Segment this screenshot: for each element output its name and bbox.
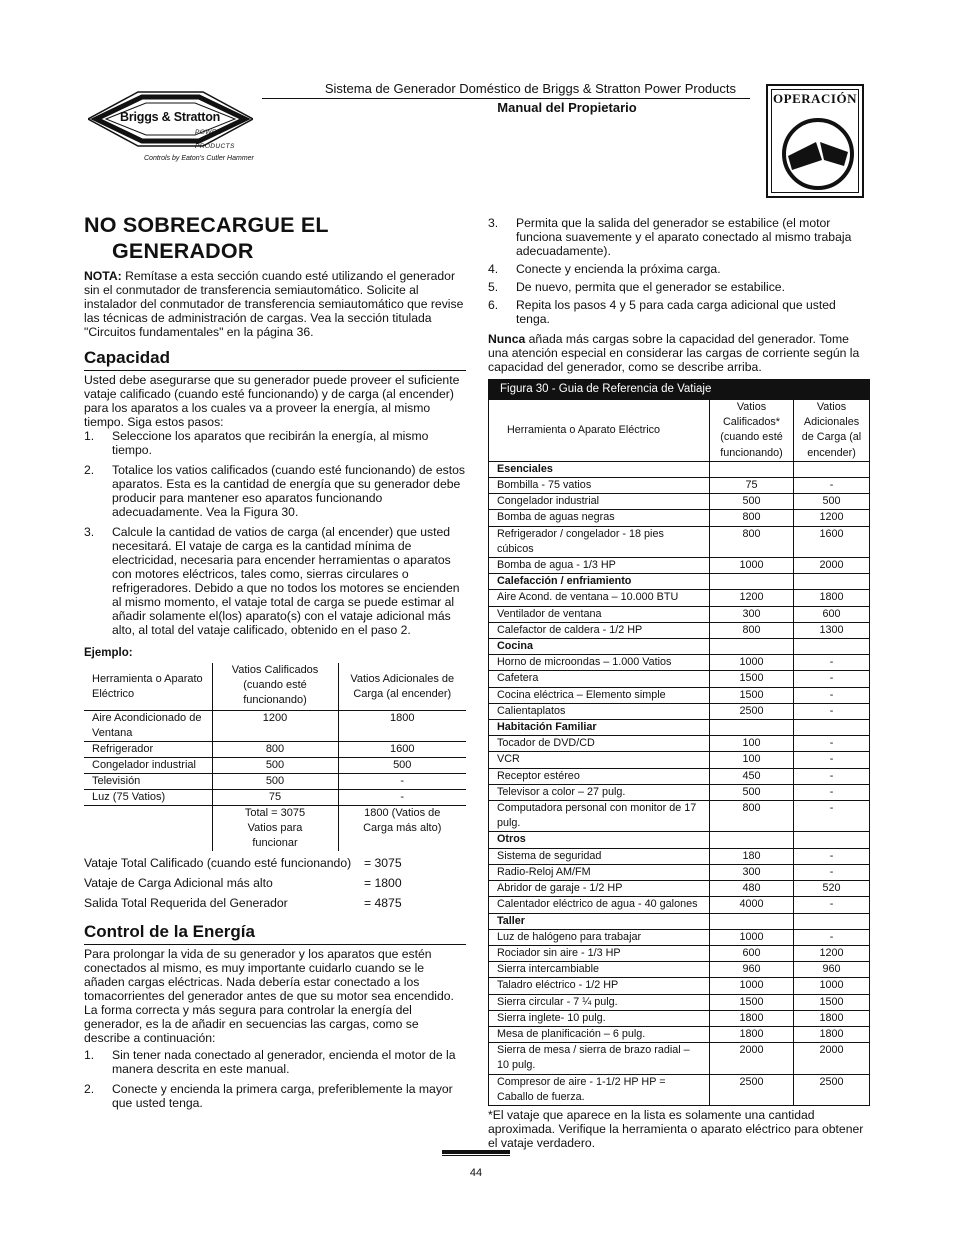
surge-watts: - [794, 897, 870, 913]
total-rated-cell: Total = 3075 Vatios para funcionar [212, 806, 338, 852]
appliance-name: Bomba de agua - 1/3 HP [489, 558, 710, 574]
capacidad-intro: Usted debe asegurarse que su generador puede proveer el suficiente vataje calificado (cuando esté funcionando) y de carga (al encender) para los aparatos a los cuales va a proveer la energía, al mismo tiempo. Siga estos pasos: [84, 373, 460, 429]
table-row: Refrigerador 800 1600 [84, 742, 466, 758]
page-number: 44 [469, 1167, 483, 1179]
table-row [489, 655, 870, 671]
table-header-cell: Herramienta o Aparato Eléctrico [489, 400, 710, 462]
table-row [489, 978, 870, 994]
rated-watts: 800 [710, 526, 794, 557]
rated-watts: 1000 [710, 655, 794, 671]
rated-watts: 75 [710, 478, 794, 494]
table-row: Congelador industrial 500 500 [84, 758, 466, 774]
rated-watts: 4000 [710, 897, 794, 913]
appliance-name: Rociador sin aire - 1/3 HP [489, 945, 710, 961]
appliance-name: Radio-Reloj AM/FM [489, 864, 710, 880]
surge-watts: - [794, 768, 870, 784]
table-row [489, 687, 870, 703]
rated-watts: 300 [710, 606, 794, 622]
appliance-name: Horno de microondas – 1.000 Vatios [489, 655, 710, 671]
section-badge-frame [771, 89, 859, 193]
appliance-name: Aire Acond. de ventana – 10.000 BTU [489, 590, 710, 606]
surge-watts: - [794, 671, 870, 687]
table-row [489, 526, 870, 557]
summary-row: Vataje de Carga Adicional más alto = 1800 [84, 876, 402, 890]
table-row [489, 929, 870, 945]
rated-watts: 500 [710, 784, 794, 800]
surge-watts: - [794, 736, 870, 752]
table-row [489, 1074, 870, 1105]
appliance-name: Cocina eléctrica – Elemento simple [489, 687, 710, 703]
surge-watts: 520 [794, 881, 870, 897]
rated-watts: 800 [710, 801, 794, 832]
table-header-cell: Vatios Calificados (cuando esté funcionando) [212, 663, 338, 711]
table-header-cell: Herramienta o Aparato Eléctrico [92, 672, 203, 700]
category-label: Calefacción / enfriamiento [489, 574, 710, 590]
table-row [489, 897, 870, 913]
table-category-row [489, 574, 870, 590]
surge-watts: 2000 [794, 558, 870, 574]
appliance-name: Compresor de aire - 1-1/2 HP HP = Caballo de fuerza. [489, 1074, 710, 1105]
list-item: 3. Calcule la cantidad de vatios de carga (al encender) que usted necesitará. El vataje de carga es la cantidad mínima de electricidad, necesaria para encender herramientas o aparatos con motores eléctricos, tales como, sierras circulares o refrigeradores. Debido a que no todos los motores se encienden al mismo momento, el vataje total de carga se puede estimar al añadir solamente el(los) aparato(s) con el vataje adicional más alto, al total del vataje calificado, obtenido en el paso 2. [84, 525, 460, 637]
table-row [489, 945, 870, 961]
section-badge-label: OPERACIÓN [773, 91, 857, 106]
surge-watts: - [794, 752, 870, 768]
list-item: 2. Totalice los vatios calificados (cuando esté funcionando) de estos aparatos. Esta es la cantidad de energía que su generador debe producir para mantener eso aparatos funcionando adecuadamente. Vea la Figura 30. [84, 463, 465, 519]
surge-watts: - [794, 784, 870, 800]
briggs-stratton-logo [88, 90, 258, 162]
appliance-name: Sistema de seguridad [489, 848, 710, 864]
table-row [489, 962, 870, 978]
left-column [84, 212, 466, 1110]
category-label: Esenciales [489, 461, 710, 477]
surge-watts: 2000 [794, 1043, 870, 1074]
table-row [489, 848, 870, 864]
operation-gauge-icon [778, 112, 858, 192]
list-item: 2. Conecte y encienda la primera carga, preferiblemente la mayor que usted tenga. [84, 1082, 453, 1110]
appliance-name: Calentador eléctrico de agua - 40 galones [489, 897, 710, 913]
table-row [489, 478, 870, 494]
surge-watts: 1800 [794, 1010, 870, 1026]
rated-watts: 100 [710, 736, 794, 752]
rated-watts: 1800 [710, 1010, 794, 1026]
appliance-name: Receptor estéreo [489, 768, 710, 784]
rated-watts: 1200 [710, 590, 794, 606]
rated-watts: 1800 [710, 1026, 794, 1042]
table-row [489, 864, 870, 880]
wattage-reference-table [488, 399, 870, 1106]
table-header-row [489, 400, 870, 462]
surge-watts: 960 [794, 962, 870, 978]
table-row [489, 736, 870, 752]
table-row [489, 784, 870, 800]
surge-watts: 2500 [794, 1074, 870, 1105]
rated-watts: 100 [710, 752, 794, 768]
table-row [489, 671, 870, 687]
header-subtitle: Manual del Propietario [497, 100, 637, 115]
rated-watts: 480 [710, 881, 794, 897]
table-row: Televisión 500 - [84, 774, 466, 790]
table-row [489, 768, 870, 784]
appliance-name: Sierra intercambiable [489, 962, 710, 978]
category-label: Otros [489, 832, 710, 848]
table-row: Luz (75 Vatios) 75 - [84, 790, 466, 806]
surge-watts: 1200 [794, 510, 870, 526]
surge-watts: 1500 [794, 994, 870, 1010]
list-item: 3. Permita que la salida del generador se estabilice (el motor funciona suavemente y el aparato conectado al mismo trabaja adecuadamente). [488, 216, 852, 258]
table-row [489, 1010, 870, 1026]
page-heading [84, 212, 466, 264]
list-item: 1. Seleccione los aparatos que recibirán la energía, al mismo tiempo. [84, 429, 429, 457]
appliance-name: Congelador industrial [489, 494, 710, 510]
ejemplo-label: Ejemplo: [84, 647, 133, 659]
appliance-name: Tocador de DVD/CD [489, 736, 710, 752]
table-category-row [489, 461, 870, 477]
header-divider [262, 98, 750, 99]
nota-paragraph [84, 269, 466, 339]
appliance-name: Sierra circular - 7 ¼ pulg. [489, 994, 710, 1010]
appliance-name: Cafetera [489, 671, 710, 687]
surge-watts: - [794, 801, 870, 832]
table-row: Aire Acondicionado de Ventana 1200 1800 [84, 711, 466, 742]
surge-watts: 600 [794, 606, 870, 622]
list-item: 5. De nuevo, permita que el generador se estabilice. [488, 280, 785, 294]
appliance-name: Refrigerador / congelador - 18 pies cúbicos [489, 526, 710, 557]
rated-watts: 1500 [710, 671, 794, 687]
summary-block [84, 853, 466, 913]
footer-bar [442, 1150, 510, 1154]
surge-watts: 1800 [794, 590, 870, 606]
surge-watts: 1300 [794, 622, 870, 638]
rated-watts: 500 [710, 494, 794, 510]
category-label: Taller [489, 913, 710, 929]
section-badge [766, 84, 864, 198]
appliance-name: VCR [489, 752, 710, 768]
surge-watts: - [794, 478, 870, 494]
summary-row: Vataje Total Calificado (cuando esté funcionando) = 3075 [84, 856, 402, 870]
footer-rule [442, 1155, 510, 1156]
appliance-name: Bomba de aguas negras [489, 510, 710, 526]
list-item: 6. Repita los pasos 4 y 5 para cada carga adicional que usted tenga. [488, 298, 836, 326]
surge-watts: - [794, 703, 870, 719]
surge-watts: - [794, 864, 870, 880]
right-column [488, 216, 870, 1150]
page-heading-line2: GENERADOR [112, 239, 254, 263]
table-row [489, 881, 870, 897]
rated-watts: 180 [710, 848, 794, 864]
table-row [489, 622, 870, 638]
list-item: 4. Conecte y encienda la próxima carga. [488, 262, 721, 276]
summary-row: Salida Total Requerida del Generador = 4875 [84, 896, 402, 910]
rated-watts: 1500 [710, 687, 794, 703]
nota-text: Remítase a esta sección cuando esté utilizando el generador sin el conmutador de transferencia semiautomático. Solicite al instalador del conmutador de transferencia semiautomático que revise las técnicas de administración de cargas. Vea la sección titulada "Circuitos fundamentales" en la página 36. [84, 269, 464, 339]
example-table [84, 663, 466, 851]
appliance-name: Bombilla - 75 vatios [489, 478, 710, 494]
nunca-label: Nunca [488, 332, 526, 346]
surge-watts: 1200 [794, 945, 870, 961]
surge-watts: - [794, 655, 870, 671]
rated-watts: 800 [710, 510, 794, 526]
logo-subtext: POWER PRODUCTS [195, 129, 235, 150]
table-row [489, 1026, 870, 1042]
nunca-text: añada más cargas sobre la capacidad del generador. Tome una atención especial en considerar las cargas de corriente según la capacidad del generador, como se describe arriba. [488, 332, 860, 374]
table-header-row [84, 663, 466, 711]
rated-watts: 1500 [710, 994, 794, 1010]
total-surge-cell: 1800 (Vatios de Carga más alto) [338, 806, 466, 852]
category-label: Cocina [489, 639, 710, 655]
table-row [489, 752, 870, 768]
rated-watts: 1000 [710, 558, 794, 574]
appliance-name: Taladro eléctrico - 1/2 HP [489, 978, 710, 994]
rated-watts: 600 [710, 945, 794, 961]
table-row [489, 558, 870, 574]
rated-watts: 450 [710, 768, 794, 784]
table-category-row [489, 832, 870, 848]
surge-watts: 500 [794, 494, 870, 510]
table-header-cell: Vatios Adicionales de Carga (al encender) [338, 663, 466, 711]
page-heading-line1: NO SOBRECARGUE EL [84, 213, 329, 237]
rated-watts: 800 [710, 622, 794, 638]
table-header-cell: Vatios Adicionales de Carga (al encender) [794, 400, 870, 462]
table-total-row [84, 806, 466, 852]
nunca-paragraph [488, 332, 870, 374]
appliance-name: Ventilador de ventana [489, 606, 710, 622]
rated-watts: 2500 [710, 1074, 794, 1105]
category-label: Habitación Familiar [489, 720, 710, 736]
table-row [489, 801, 870, 832]
table-header-cell: Vatios Calificados* (cuando esté funcionando) [710, 400, 794, 462]
surge-watts: - [794, 929, 870, 945]
table-row [489, 590, 870, 606]
appliance-name: Computadora personal con monitor de 17 pulg. [489, 801, 710, 832]
control-steps-continued [488, 216, 870, 326]
surge-watts: 1000 [794, 978, 870, 994]
rated-watts: 1000 [710, 978, 794, 994]
table-category-row [489, 639, 870, 655]
appliance-name: Abridor de garaje - 1/2 HP [489, 881, 710, 897]
surge-watts: 1800 [794, 1026, 870, 1042]
appliance-name: Sierra inglete- 10 pulg. [489, 1010, 710, 1026]
control-intro: Para prolongar la vida de su generador y los aparatos que estén conectados al mismo, es muy importante cuidarlo cuando se le añaden cargas eléctricas. Nada debería estar conectado a los tomacorrientes del generador antes de que su motor sea encendido. La forma correcta y más segura para controlar la energía del generador, es la de añadir en secuencias las cargas, como se describe a continuación: [84, 947, 454, 1045]
table-row [489, 703, 870, 719]
appliance-name: Calefactor de caldera - 1/2 HP [489, 622, 710, 638]
header-title: Sistema de Generador Doméstico de Briggs & Stratton Power Products [324, 81, 736, 96]
control-steps [84, 1048, 466, 1110]
rated-watts: 1000 [710, 929, 794, 945]
table-category-row [489, 720, 870, 736]
nota-label: NOTA: [84, 269, 122, 283]
table-row [489, 510, 870, 526]
appliance-name: Calientaplatos [489, 703, 710, 719]
appliance-name: Luz de halógeno para trabajar [489, 929, 710, 945]
table-category-row [489, 913, 870, 929]
table-row [489, 606, 870, 622]
table-row [489, 994, 870, 1010]
capacidad-steps [84, 429, 466, 637]
appliance-name: Mesa de planificación – 6 pulg. [489, 1026, 710, 1042]
rated-watts: 2000 [710, 1043, 794, 1074]
list-item: 1. Sin tener nada conectado al generador, encienda el motor de la manera descrita en este manual. [84, 1048, 456, 1076]
appliance-name: Televisor a color – 27 pulg. [489, 784, 710, 800]
table-row [489, 494, 870, 510]
surge-watts: - [794, 848, 870, 864]
table-row [489, 1043, 870, 1074]
logo-tagline: Controls by Eaton's Cutler Hammer [144, 155, 254, 162]
rated-watts: 300 [710, 864, 794, 880]
rated-watts: 960 [710, 962, 794, 978]
capacidad-heading: Capacidad [84, 348, 466, 371]
appliance-name: Sierra de mesa / sierra de brazo radial – 10 pulg. [489, 1043, 710, 1074]
rated-watts: 2500 [710, 703, 794, 719]
surge-watts: 1600 [794, 526, 870, 557]
control-heading: Control de la Energía [84, 922, 466, 945]
logo-wordmark: Briggs & Stratton [120, 110, 221, 124]
surge-watts: - [794, 687, 870, 703]
figure-caption: Figura 30 - Guia de Referencia de Vatiaje [488, 379, 870, 399]
footnote: *El vataje que aparece en la lista es solamente una cantidad aproximada. Verifique la herramienta o aparato eléctrico para obtener el vataje verdadero. [488, 1107, 864, 1150]
